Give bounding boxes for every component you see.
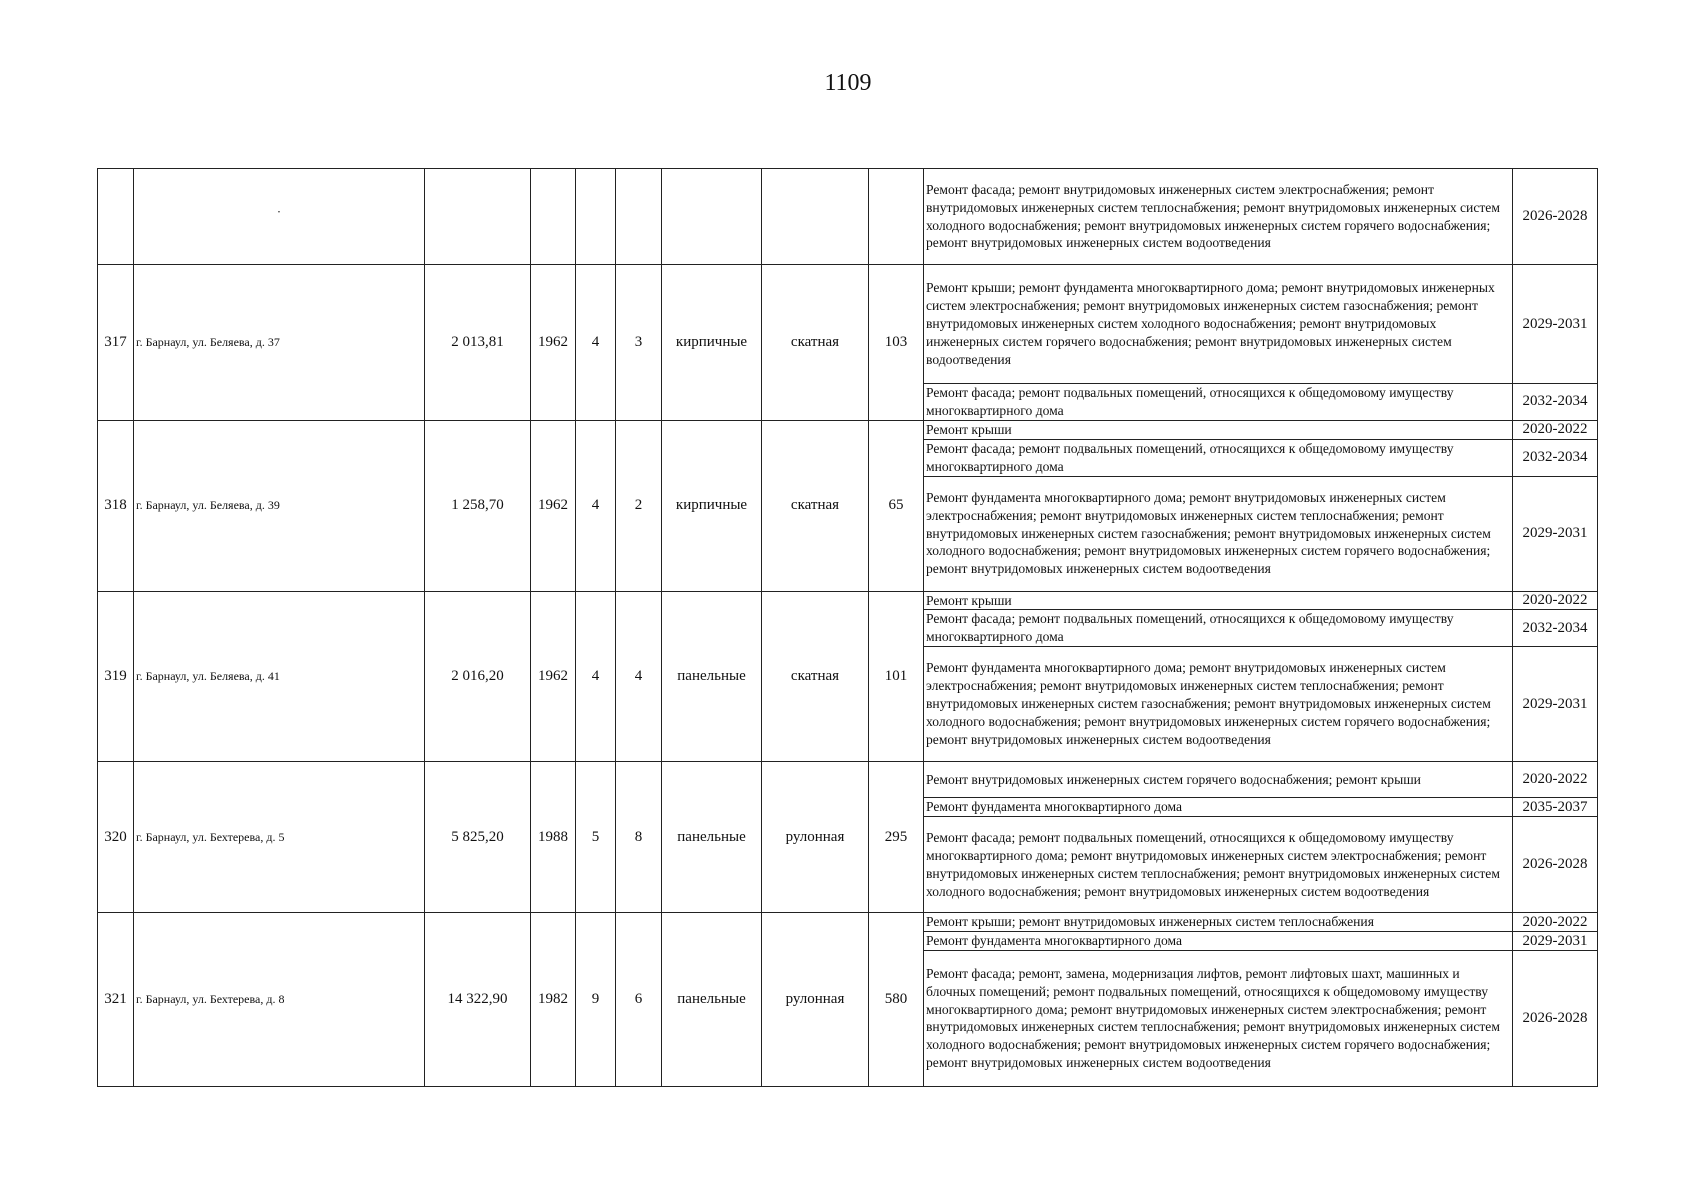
- area-cell: 2 013,81: [425, 265, 531, 421]
- num-cell: 321: [98, 913, 134, 1087]
- work-description-cell: Ремонт крыши; ремонт фундамента многоквартирного дома; ремонт внутридомовых инженерных систем электроснабжения; ремонт внутридомовых инженерных систем газоснабжения; ремонт внутридомовых инженерных систем холодного водоснабжения; ремонт внутридомовых инженерных систем горячего водоснабжения; ремонт внутридомовых инженерных систем водоотведения: [924, 265, 1513, 384]
- entrances-cell: 6: [616, 913, 662, 1087]
- num-cell: 319: [98, 591, 134, 762]
- address-cell: г. Барнаул, ул. Беляева, д. 39: [134, 420, 425, 591]
- table-row: [98, 420, 1598, 439]
- work-description-cell: Ремонт фасада; ремонт подвальных помещений, относящихся к общедомовому имуществу многоквартирного дома; ремонт внутридомовых инженерных систем электроснабжения; ремонт внутридомовых инженерных систем теплоснабжения; ремонт внутридомовых инженерных систем холодного водоснабжения; ремонт внутридомовых инженерных систем водоотведения: [924, 817, 1513, 913]
- walls-cell: [662, 169, 762, 265]
- area-cell: 1 258,70: [425, 420, 531, 591]
- area-cell: 14 322,90: [425, 913, 531, 1087]
- roof-cell: скатная: [762, 420, 869, 591]
- work-description-cell: Ремонт фасада; ремонт подвальных помещений, относящихся к общедомовому имуществу многоквартирного дома: [924, 439, 1513, 476]
- walls-cell: кирпичные: [662, 265, 762, 421]
- table-row: [98, 762, 1598, 798]
- period-cell: 2020-2022: [1513, 591, 1598, 610]
- entrances-cell: 2: [616, 420, 662, 591]
- period-cell: 2020-2022: [1513, 420, 1598, 439]
- period-cell: 2029-2031: [1513, 647, 1598, 762]
- work-description-cell: Ремонт фундамента многоквартирного дома: [924, 798, 1513, 817]
- work-description-cell: Ремонт фасада; ремонт, замена, модернизация лифтов, ремонт лифтовых шахт, машинных и блочных помещений; ремонт подвальных помещений, относящихся к общедомовому имуществу многоквартирного дома; ремонт внутридомовых инженерных систем электроснабжения; ремонт внутридомовых инженерных систем теплоснабжения; ремонт внутридомовых инженерных систем холодного водоснабжения; ремонт внутридомовых инженерных систем горячего водоснабжения; ремонт внутридомовых инженерных систем водоотведения: [924, 950, 1513, 1086]
- work-description-cell: Ремонт внутридомовых инженерных систем горячего водоснабжения; ремонт крыши: [924, 762, 1513, 798]
- capital-repair-table: [97, 168, 1598, 1087]
- period-cell: 2026-2028: [1513, 169, 1598, 265]
- residents-cell: 580: [869, 913, 924, 1087]
- period-cell: 2020-2022: [1513, 762, 1598, 798]
- num-cell: [98, 169, 134, 265]
- page-number: 1109: [824, 70, 872, 96]
- address-cell: г. Барнаул, ул. Беляева, д. 41: [134, 591, 425, 762]
- address-cell: ˙: [134, 169, 425, 265]
- period-cell: 2032-2034: [1513, 439, 1598, 476]
- year-cell: 1962: [531, 265, 576, 421]
- table-row: [98, 265, 1598, 384]
- period-cell: 2029-2031: [1513, 932, 1598, 951]
- walls-cell: панельные: [662, 913, 762, 1087]
- table-row: [98, 169, 1598, 265]
- work-description-cell: Ремонт фундамента многоквартирного дома; ремонт внутридомовых инженерных систем электроснабжения; ремонт внутридомовых инженерных систем теплоснабжения; ремонт внутридомовых инженерных систем газоснабжения; ремонт внутридомовых инженерных систем холодного водоснабжения; ремонт внутридомовых инженерных систем горячего водоснабжения; ремонт внутридомовых инженерных систем водоотведения: [924, 476, 1513, 591]
- period-cell: 2029-2031: [1513, 265, 1598, 384]
- residents-cell: [869, 169, 924, 265]
- period-cell: 2020-2022: [1513, 913, 1598, 932]
- period-cell: 2032-2034: [1513, 610, 1598, 647]
- num-cell: 317: [98, 265, 134, 421]
- num-cell: 318: [98, 420, 134, 591]
- floors-cell: 4: [576, 591, 616, 762]
- floors-cell: 4: [576, 265, 616, 421]
- work-description-cell: Ремонт крыши: [924, 591, 1513, 610]
- walls-cell: кирпичные: [662, 420, 762, 591]
- entrances-cell: 3: [616, 265, 662, 421]
- work-description-cell: Ремонт фундамента многоквартирного дома; ремонт внутридомовых инженерных систем электроснабжения; ремонт внутридомовых инженерных систем теплоснабжения; ремонт внутридомовых инженерных систем газоснабжения; ремонт внутридомовых инженерных систем холодного водоснабжения; ремонт внутридомовых инженерных систем горячего водоснабжения; ремонт внутридомовых инженерных систем водоотведения: [924, 647, 1513, 762]
- year-cell: 1988: [531, 762, 576, 913]
- roof-cell: рулонная: [762, 913, 869, 1087]
- area-cell: 5 825,20: [425, 762, 531, 913]
- work-description-cell: Ремонт фасада; ремонт подвальных помещений, относящихся к общедомовому имуществу многоквартирного дома: [924, 384, 1513, 421]
- roof-cell: скатная: [762, 265, 869, 421]
- roof-cell: [762, 169, 869, 265]
- walls-cell: панельные: [662, 762, 762, 913]
- area-cell: 2 016,20: [425, 591, 531, 762]
- work-description-cell: Ремонт крыши; ремонт внутридомовых инженерных систем теплоснабжения: [924, 913, 1513, 932]
- floors-cell: [576, 169, 616, 265]
- table-body: [98, 169, 1598, 1087]
- period-cell: 2032-2034: [1513, 384, 1598, 421]
- num-cell: 320: [98, 762, 134, 913]
- roof-cell: скатная: [762, 591, 869, 762]
- address-cell: г. Барнаул, ул. Бехтерева, д. 5: [134, 762, 425, 913]
- year-cell: 1982: [531, 913, 576, 1087]
- area-cell: [425, 169, 531, 265]
- roof-cell: рулонная: [762, 762, 869, 913]
- work-description-cell: Ремонт крыши: [924, 420, 1513, 439]
- floors-cell: 9: [576, 913, 616, 1087]
- residents-cell: 295: [869, 762, 924, 913]
- period-cell: 2026-2028: [1513, 950, 1598, 1086]
- table-row: [98, 913, 1598, 932]
- entrances-cell: 8: [616, 762, 662, 913]
- floors-cell: 5: [576, 762, 616, 913]
- year-cell: 1962: [531, 591, 576, 762]
- residents-cell: 103: [869, 265, 924, 421]
- period-cell: 2029-2031: [1513, 476, 1598, 591]
- year-cell: 1962: [531, 420, 576, 591]
- residents-cell: 65: [869, 420, 924, 591]
- address-cell: г. Барнаул, ул. Беляева, д. 37: [134, 265, 425, 421]
- work-description-cell: Ремонт фасада; ремонт внутридомовых инженерных систем электроснабжения; ремонт внутридомовых инженерных систем теплоснабжения; ремонт внутридомовых инженерных систем холодного водоснабжения; ремонт внутридомовых инженерных систем горячего водоснабжения; ремонт внутридомовых инженерных систем водоотведения: [924, 169, 1513, 265]
- year-cell: [531, 169, 576, 265]
- residents-cell: 101: [869, 591, 924, 762]
- period-cell: 2026-2028: [1513, 817, 1598, 913]
- entrances-cell: [616, 169, 662, 265]
- work-description-cell: Ремонт фасада; ремонт подвальных помещений, относящихся к общедомовому имуществу многоквартирного дома: [924, 610, 1513, 647]
- entrances-cell: 4: [616, 591, 662, 762]
- work-description-cell: Ремонт фундамента многоквартирного дома: [924, 932, 1513, 951]
- period-cell: 2035-2037: [1513, 798, 1598, 817]
- address-cell: г. Барнаул, ул. Бехтерева, д. 8: [134, 913, 425, 1087]
- walls-cell: панельные: [662, 591, 762, 762]
- floors-cell: 4: [576, 420, 616, 591]
- table-row: [98, 591, 1598, 610]
